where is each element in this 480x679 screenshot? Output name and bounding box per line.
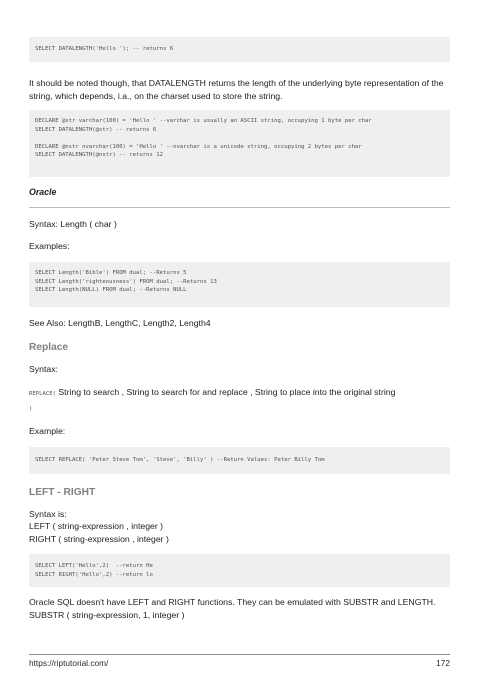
- replace-syntax: [29, 386, 450, 415]
- code-block-replace: SELECT REPLACE( 'Peter Steve Tom', 'Steve', 'Billy' ) --Return Values: Peter Billy Tom: [29, 447, 450, 474]
- see-also: See Also: LengthB, LengthC, Length2, Length4: [29, 318, 211, 328]
- examples-label: Examples:: [29, 240, 70, 251]
- oracle-left-right-note: Oracle SQL doesn't have LEFT and RIGHT functions. They can be emulated with SUBSTR and LENGTH.: [29, 597, 436, 607]
- section-divider: [29, 207, 450, 208]
- page-footer: [29, 654, 450, 668]
- code-block-left-right: SELECT LEFT('Hello',2) --return He SELECT RIGHT('Hello',2) --return lo: [29, 554, 450, 587]
- paragraph-datalength-note: It should be noted though, that DATALENGTH returns the length of the underlying byte representation of the string, which depends, i.a., on the charset used to store the string.: [29, 78, 444, 101]
- replace-close: ): [29, 405, 33, 412]
- replace-args: String to search , String to search for and replace , String to place into the original string: [55, 387, 396, 397]
- syntax-length: Syntax: Length ( char ): [29, 219, 117, 229]
- syntax-is-label: Syntax is:: [29, 508, 67, 519]
- right-syntax: RIGHT ( string-expression , integer ): [29, 533, 169, 544]
- heading-left-right: LEFT - RIGHT: [29, 486, 96, 498]
- code-block-datalength: SELECT DATALENGTH('Hello '); -- returns 6: [29, 37, 450, 62]
- footer-url[interactable]: https://riptutorial.com/: [29, 658, 109, 668]
- left-syntax: LEFT ( string-expression , integer ): [29, 521, 164, 531]
- code-block-declare: DECLARE @str varchar(100) = 'Hello ' --varchar is usually an ASCII string, occupying 1 byte per char SELECT DATALENGTH(@str) -- returns 6 DECLARE @nstr nvarchar(100) = 'Hello ' --nvarchar is a unicode string, occupying 2 bytes per char SELECT DATALENGTH(@nstr) -- returns 12: [29, 110, 450, 177]
- heading-oracle: Oracle: [29, 187, 57, 197]
- example-label: Example:: [29, 426, 66, 436]
- syntax-label: Syntax:: [29, 363, 58, 374]
- heading-replace: Replace: [29, 341, 69, 353]
- document-page: [29, 37, 450, 621]
- page-number: 172: [436, 658, 450, 668]
- substr-syntax: SUBSTR ( string-expression, 1, integer ): [29, 609, 185, 620]
- code-block-length-examples: SELECT Length('Bible') FROM dual; --Returns 5 SELECT Length('righteousness') FROM dual; --Returns 13 SELECT Length(NULL) FROM dual; --Returns NULL: [29, 262, 450, 307]
- replace-keyword: REPLACE(: [29, 391, 56, 397]
